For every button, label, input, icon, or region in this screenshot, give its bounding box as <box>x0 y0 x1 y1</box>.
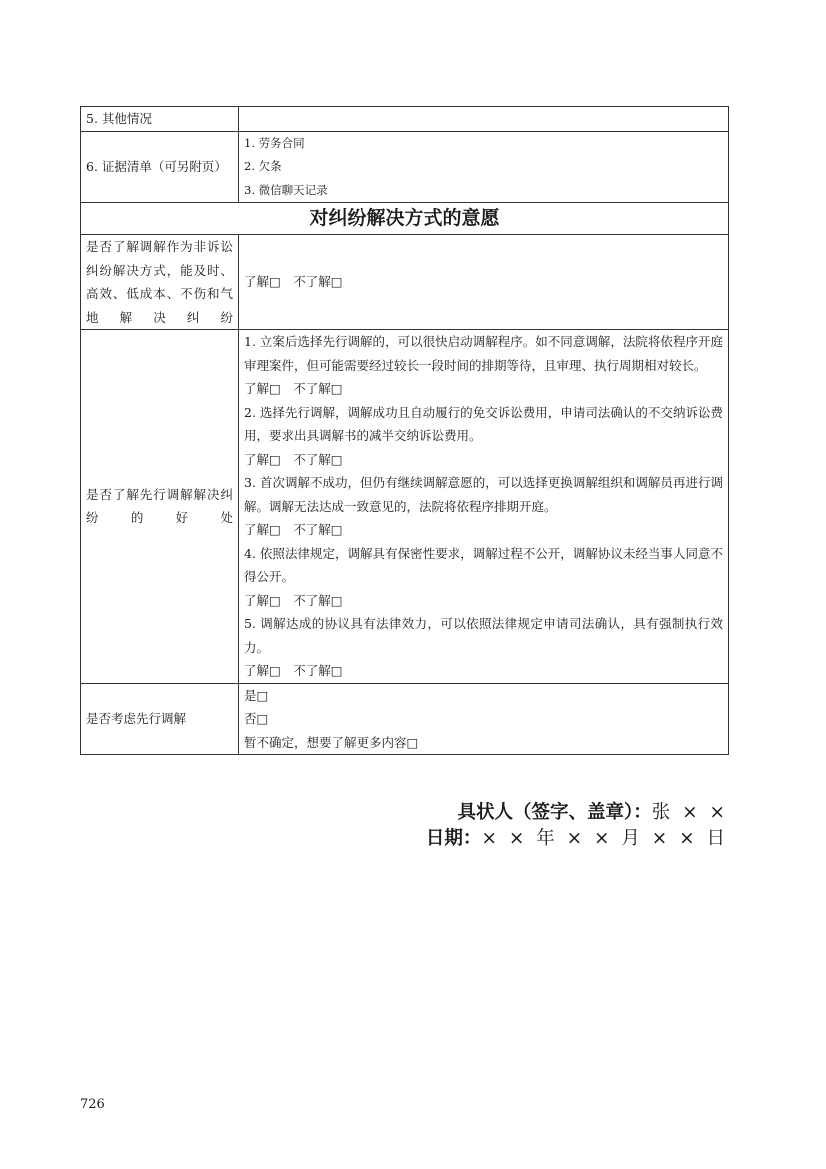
table-row <box>81 107 729 132</box>
understand-mediation-answer[interactable]: 了解□ 不了解□ <box>239 235 729 330</box>
signer-line <box>426 800 728 826</box>
other-situation-value <box>239 107 729 132</box>
benefit-text: 2. 选择先行调解，调解成功且自动履行的免交诉讼费用，申请司法确认的不交纳诉讼费用，要求出具调解书的减半交纳诉讼费用。 <box>244 404 723 443</box>
benefit-text: 4. 依照法律规定，调解具有保密性要求，调解过程不公开，调解协议未经当事人同意不得公开。 <box>244 545 723 584</box>
benefit-text: 5. 调解达成的协议具有法律效力，可以依照法律规定申请司法确认，具有强制执行效力。 <box>244 616 723 655</box>
page-number: 726 <box>80 1097 105 1112</box>
signature-block <box>426 800 728 852</box>
benefit-text: 1. 立案后选择先行调解的，可以很快启动调解程序。如不同意调解，法院将依程序开庭审理案件，但可能需要经过较长一段时间的排期等待，且审理、执行周期相对较长。 <box>244 334 723 373</box>
section-title: 对纠纷解决方式的意愿 <box>81 203 729 235</box>
evidence-item: 1. 劳务合同 <box>244 135 305 150</box>
option-yes[interactable]: 是□ <box>244 687 269 703</box>
table-row <box>81 203 729 235</box>
table-row <box>81 131 729 203</box>
date-line <box>426 826 728 852</box>
evidence-list-label: 6. 证据清单（可另附页） <box>81 131 239 203</box>
benefit-answer[interactable]: 了解□ 不了解□ <box>244 592 343 608</box>
benefit-answer[interactable]: 了解□ 不了解□ <box>244 522 343 537</box>
other-situation-label: 5. 其他情况 <box>81 107 239 132</box>
date-value: × × 年 × × 月 × × 日 <box>481 828 728 849</box>
option-no[interactable]: 否□ <box>244 711 269 726</box>
mediation-benefits-cell <box>239 330 729 684</box>
evidence-list-cell <box>239 131 729 203</box>
consider-mediation-options <box>239 683 729 755</box>
benefit-text: 3. 首次调解不成功，但仍有继续调解意愿的，可以选择更换调解组织和调解员再进行调解。调解无法达成一致意见的，法院将依程序排期开庭。 <box>244 475 723 514</box>
option-undecided[interactable]: 暂不确定，想要了解更多内容□ <box>244 734 419 750</box>
consider-mediation-label: 是否考虑先行调解 <box>81 683 239 755</box>
signer-value: 张 × × <box>651 802 728 823</box>
benefit-answer[interactable]: 了解□ 不了解□ <box>244 451 343 467</box>
table-row <box>81 330 729 684</box>
evidence-item: 3. 微信聊天记录 <box>244 182 328 197</box>
table-row <box>81 235 729 330</box>
complaint-form-table <box>80 106 729 755</box>
understand-mediation-label: 是否了解调解作为非诉讼纠纷解决方式，能及时、高效、低成本、不伤和气地解决纠纷 <box>81 235 239 330</box>
table-row <box>81 683 729 755</box>
evidence-item: 2. 欠条 <box>244 159 282 173</box>
signer-label: 具状人（签字、盖章）： <box>457 802 652 823</box>
benefit-answer[interactable]: 了解□ 不了解□ <box>244 663 343 678</box>
date-label: 日期： <box>425 828 482 849</box>
mediation-benefits-label: 是否了解先行调解解决纠纷的好处 <box>81 330 239 684</box>
benefit-answer[interactable]: 了解□ 不了解□ <box>244 381 343 396</box>
